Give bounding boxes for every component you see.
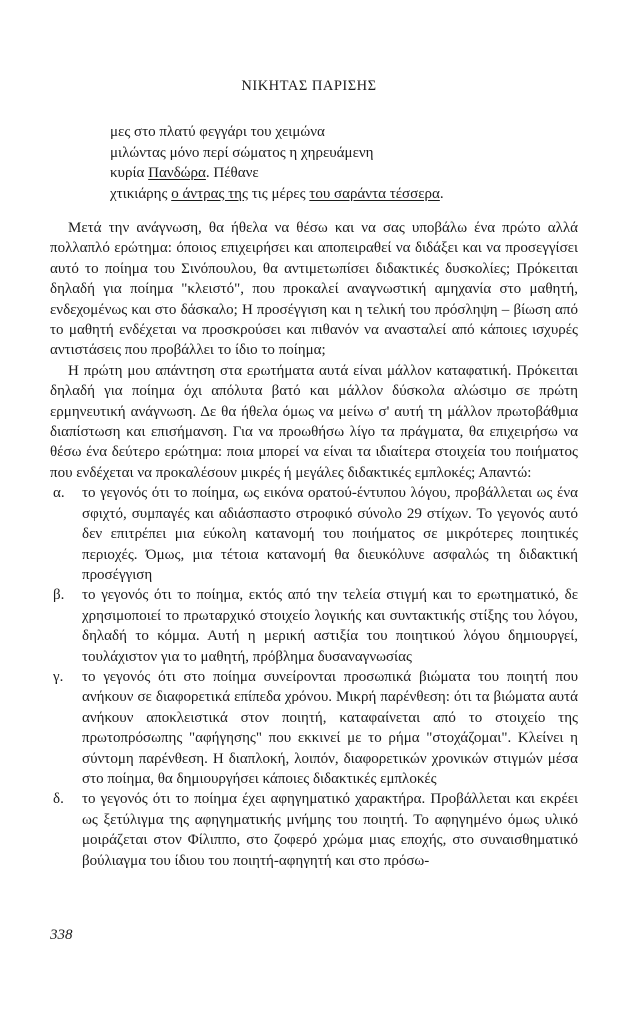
paragraph: Η πρώτη μου απάντηση στα ερωτήματα αυτά είναι μάλλον καταφατική. Πρόκειται δηλαδή για ποίημα όχι απόλυτα βατό και μάλλον δύσκολα αλώσιμο σε πρώτη ερμηνευτική ανάγνωση. Δε θα ήθελα όμως να μείνω σ' αυτή τη μάλλον πρωτοβάθμια διαπίστωση και επισήμανση. Για να προωθήσω λίγο τα πράγματα, θα επιχειρήσω να θέσω ένα δεύτερο ερώτημα: ποια μπορεί να είναι τα ιδιαίτερα στοιχεία του ποιήματος που ενδέχεται να προκαλέσουν μικρές ή μεγάλες διδακτικές εμπλοκές; Απαντώ:: [50, 362, 578, 481]
poem-text: χτικιάρης: [110, 185, 172, 202]
list-marker: β.: [53, 587, 65, 604]
list-marker: γ.: [53, 668, 64, 685]
poem-line: [110, 184, 550, 205]
poem-excerpt: [110, 122, 550, 204]
list-item-text: το γεγονός ότι το ποίημα, ως εικόνα ορατού-έντυπου λόγου, προβάλλεται ως ένα σφιχτό, συμπαγές και αδιάσπαστο στροφικό σύνολο 29 στίχων. Το γεγονός αυτό δεν επιτρέπει μια εύκολη κατανομή του ποιήματος σε μικρότερες ποιητικές περιοχές. Όμως, μια τέτοια κατανομή θα διευκόλυνε ασφαλώς τη διδακτική προσέγγιση: [82, 485, 578, 583]
list-item: [50, 667, 578, 789]
list-item: [50, 789, 578, 871]
list-item: [50, 585, 578, 667]
poem-text: . Πέθανε: [205, 165, 259, 181]
list-marker: δ.: [53, 791, 64, 808]
poem-line: μες στο πλατύ φεγγάρι του χειμώνα: [110, 124, 325, 140]
poem-text: .: [439, 185, 444, 202]
list-item: [50, 483, 578, 585]
underlined-text: Πανδώρα: [148, 165, 206, 181]
body-text: [50, 218, 578, 871]
running-head: ΝΙΚΗΤΑΣ ΠΑΡΙΣΗΣ: [241, 78, 377, 94]
enumerated-list: [50, 483, 578, 871]
poem-line: μιλώντας μόνο περί σώματος η χηρευάμενη: [110, 144, 374, 161]
poem-text: κυρία: [110, 165, 149, 181]
underlined-text: του σαράντα τέσσερα: [309, 185, 440, 202]
poem-text: τις μέρες: [247, 185, 310, 202]
list-item-text: το γεγονός ότι το ποίημα έχει αφηγηματικό χαρακτήρα. Προβάλλεται και εκρέει ως ξετύλιγμα της αφηγηματικής μνήμης του ποιητή. Το αφηγημένο όμως υλικό μοιράζεται στον Φίλιππο, στο ζοφερό χρώμα μιας εποχής, στο συναισθηματικό βούλιαγμα του ίδιου του ποιητή-αφηγητή και στο πρόσω-: [82, 791, 578, 869]
list-item-text: το γεγονός ότι στο ποίημα συνείρονται προσωπικά βιώματα του ποιητή που ανήκουν σε διαφορετικά επίπεδα χρόνου. Μικρή παρένθεση: ότι τα βιώματα αυτά ανήκουν αποκλειστικά στον ποιητή, καταφαίνεται από το στοιχείο της πρωτοπρόσωπης "αφήγησης" που εκκινεί με το ρήμα "στοχάζομαι". Κλείνει η σύντομη παρένθεση. Η διαπλοκή, λοιπόν, διαφορετικών χρονικών στιγμών μέσα στο ποίημα, θα δημιουργήσει κάποιες διδακτικές εμπλοκές: [82, 668, 578, 787]
list-item-text: το γεγονός ότι το ποίημα, εκτός από την τελεία στιγμή και το ερωτηματικό, δε χρησιμοποιεί το πρωταρχικό στοιχείο λογικής και συντακτικής στίξης του λόγου, δηλαδή το κόμμα. Αυτή η μερική αστιξία του ποιητικού λόγου δημιουργεί, τουλάχιστον για το μαθητή, πρόβλημα δυσαναγνωσίας: [82, 587, 578, 665]
page-number: 338: [50, 927, 73, 943]
paragraph: Μετά την ανάγνωση, θα ήθελα να θέσω και να σας υποβάλω ένα πρώτο αλλά πολλαπλό ερώτημα: όποιος επιχειρήσει και αποπειραθεί να διδάξει και να προσεγγίσει αυτό το ποίημα του Σινόπουλου, θα αντιμετωπίσει διδακτικές δυσκολίες; Πρόκειται δηλαδή για ποίημα "κλειστό", που προκαλεί αναγνωστική αμηχανία στο μαθητή, ενδεχομένως και στο δάσκαλο; Η προσέγγιση και η τελική του πρόσληψη – βίωση από το μαθητή ενδέχεται να προσκρούσει και πιθανόν να ανασταλεί από κάποιες ισχυρές αντιστάσεις που προβάλλει το ίδιο το ποίημα;: [50, 220, 578, 359]
underlined-text: ο άντρας της: [171, 185, 248, 202]
list-marker: α.: [53, 485, 65, 502]
poem-line: [110, 163, 550, 184]
